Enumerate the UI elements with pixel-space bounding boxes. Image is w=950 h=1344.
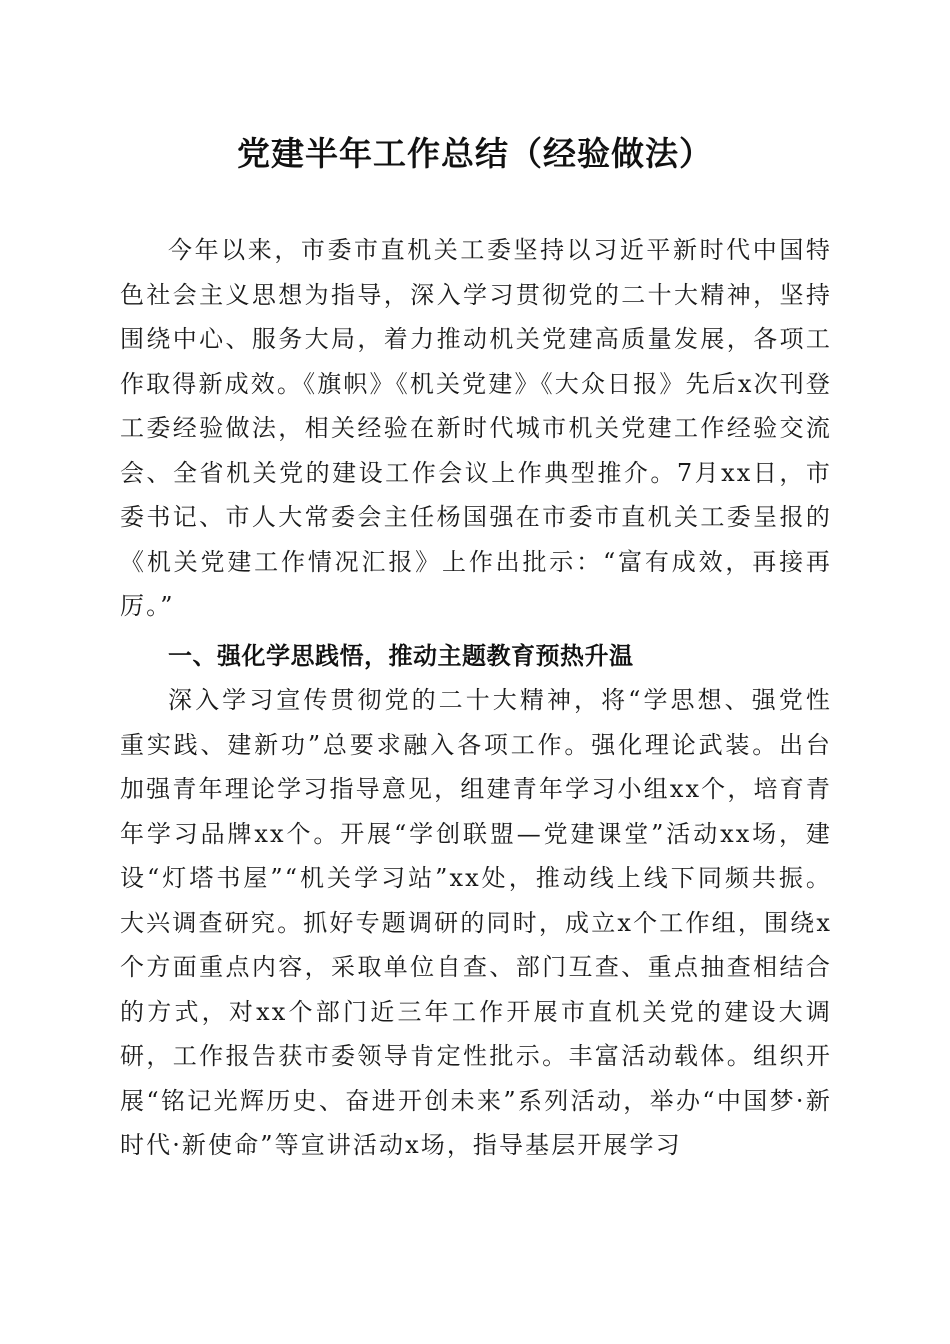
section-paragraph: 深入学习宣传贯彻党的二十大精神，将“学思想、强党性重实践、建新功”总要求融入各项工作。强化理论武装。出台加强青年理论学习指导意见，组建青年学习小组xx个，培育青年学习品牌xx个。开展“学创联盟—党建课堂”活动xx场，建设“灯塔书屋”“机关学习站”xx处，推动线上线下同频共振。大兴调查研究。抓好专题调研的同时，成立x个工作组，围绕x个方面重点内容，采取单位自查、部门互查、重点抽查相结合的方式，对xx个部门近三年工作开展市直机关党的建设大调研，工作报告获市委领导肯定性批示。丰富活动载体。组织开展“铭记光辉历史、奋进开创未来”系列活动，举办“中国梦·新时代·新使命”等宣讲活动x场，指导基层开展学习	[120, 686, 832, 1159]
section-heading: 一、强化学思践悟，推动主题教育预热升温	[168, 642, 634, 670]
document-title: 党建半年工作总结（经验做法）	[237, 134, 713, 173]
intro-paragraph: 今年以来，市委市直机关工委坚持以习近平新时代中国特色社会主义思想为指导，深入学习贯彻党的二十大精神，坚持围绕中心、服务大局，着力推动机关党建高质量发展，各项工作取得新成效。《旗帜》《机关党建》《大众日报》先后x次刊登工委经验做法，相关经验在新时代城市机关党建工作经验交流会、全省机关党的建设工作会议上作典型推介。7月xx日，市委书记、市人大常委会主任杨国强在市委市直机关工委呈报的《机关党建工作情况汇报》上作出批示：“富有成效，再接再厉。”	[120, 236, 832, 620]
